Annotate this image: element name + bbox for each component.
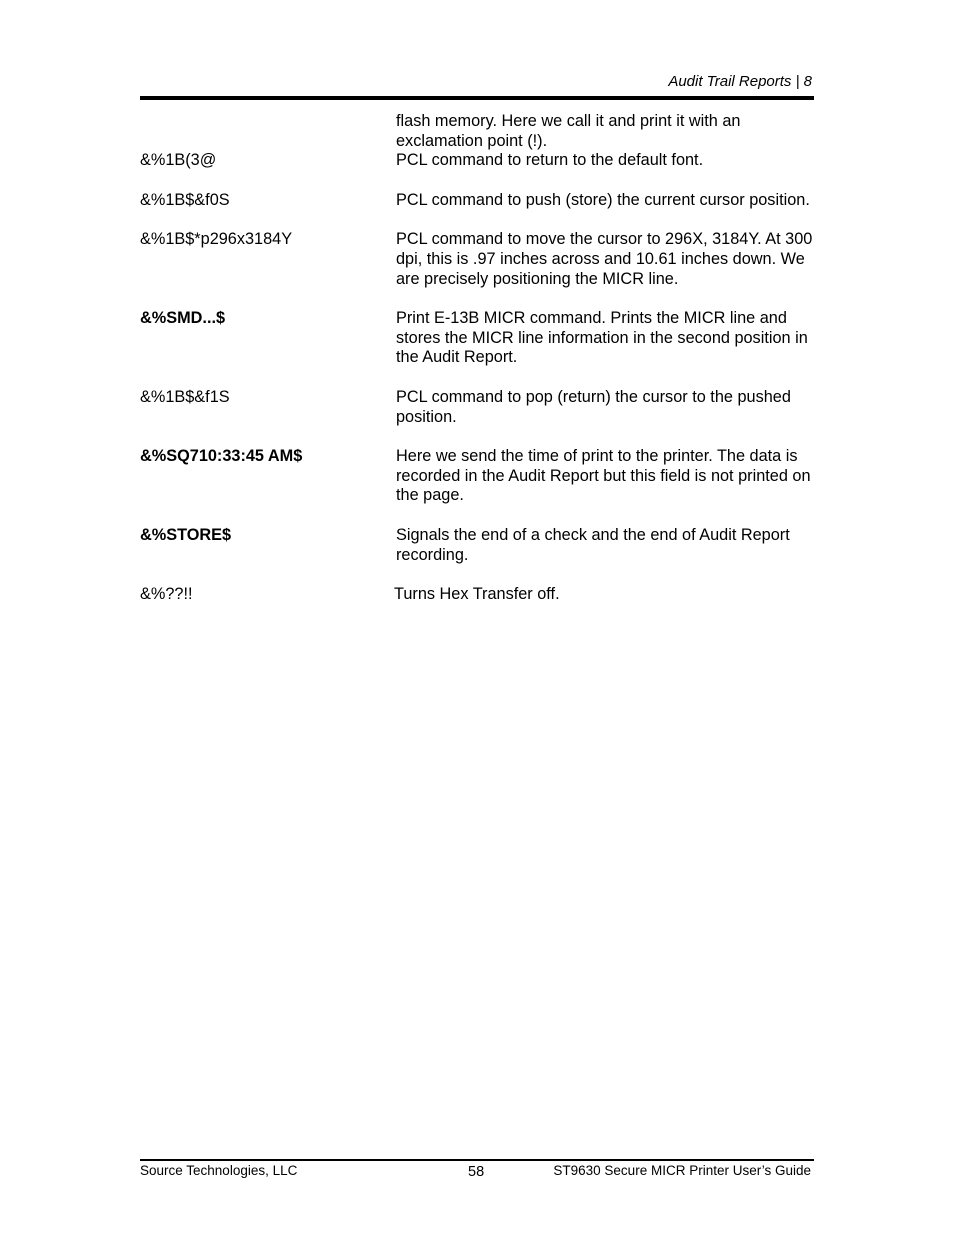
table-row bbox=[140, 230, 814, 289]
table-row bbox=[140, 309, 814, 368]
table-row bbox=[140, 585, 814, 605]
table-row bbox=[140, 447, 814, 506]
row-command: &%STORE$ bbox=[140, 525, 232, 544]
table-row bbox=[140, 191, 814, 211]
row-command: &%1B$&f1S bbox=[140, 387, 230, 406]
table-row bbox=[140, 151, 814, 171]
row-command: &%1B(3@ bbox=[140, 151, 217, 170]
table-row bbox=[140, 112, 814, 151]
row-description: flash memory. Here we call it and print it with an exclamation point (!). bbox=[396, 112, 741, 150]
running-header: Audit Trail Reports | 8 bbox=[668, 73, 812, 90]
footer-rule bbox=[140, 1159, 814, 1161]
row-command: &%1B$*p296x3184Y bbox=[140, 230, 293, 249]
row-description: PCL command to pop (return) the cursor to the pushed position. bbox=[396, 387, 791, 426]
row-description: PCL command to move the cursor to 296X, 3184Y. At 300 dpi, this is .97 inches across and 10.61 inches down. We are precisely positioning the MICR line. bbox=[396, 230, 813, 288]
table-row bbox=[140, 388, 814, 427]
row-description: PCL command to push (store) the current cursor position. bbox=[396, 190, 810, 209]
row-description: Print E-13B MICR command. Prints the MICR line and stores the MICR line information in the second position in the Audit Report. bbox=[396, 309, 808, 367]
row-description: Signals the end of a check and the end of Audit Report recording. bbox=[396, 525, 790, 564]
row-description: PCL command to return to the default font. bbox=[396, 151, 704, 170]
row-description: Turns Hex Transfer off. bbox=[394, 585, 560, 604]
footer-guide-title: ST9630 Secure MICR Printer User’s Guide bbox=[553, 1163, 811, 1178]
row-command: &%SQ710:33:45 AM$ bbox=[140, 447, 303, 466]
row-command: &%??!! bbox=[140, 585, 193, 604]
row-command: &%1B$&f0S bbox=[140, 190, 230, 209]
footer-page-number: 58 bbox=[468, 1164, 485, 1180]
footer-company: Source Technologies, LLC bbox=[140, 1163, 298, 1178]
row-description: Here we send the time of print to the printer. The data is recorded in the Audit Report but this field is not printed on the page. bbox=[396, 447, 811, 505]
header-rule bbox=[140, 96, 814, 100]
table-row bbox=[140, 526, 814, 565]
row-command: &%SMD...$ bbox=[140, 309, 226, 328]
command-table bbox=[140, 112, 814, 605]
